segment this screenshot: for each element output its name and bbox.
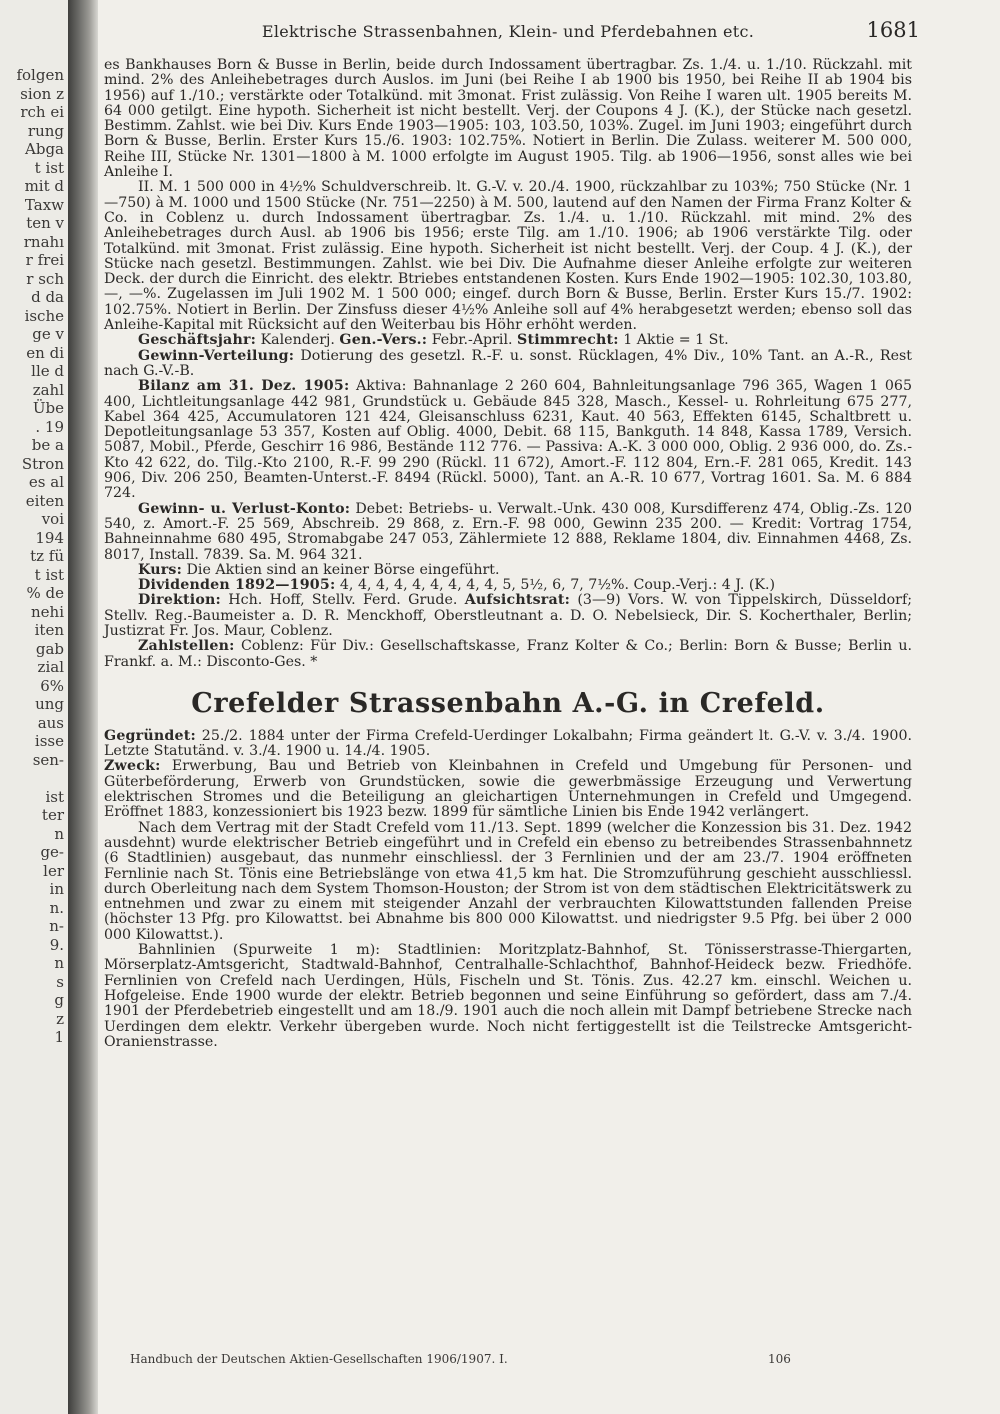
running-head <box>104 18 920 58</box>
adjacent-page-line: in <box>49 880 64 898</box>
adjacent-page-line: lle d <box>31 362 64 380</box>
adjacent-page-line: ler <box>43 861 64 880</box>
paragraph: es Bankhauses Born & Busse in Berlin, beide durch Indossament übertragbar. Zs. 1./4. u. 1./10. Rückzahl. mit mind. 2% des Anleihebetrages durch Auslos. im Juni (bei Reihe I ab 1900 bis 1950, bei Reihe II ab 1904 bis 1956) auf 1./10.; verstärkte oder Totalkünd. mit 3monat. Frist zulässig. Von Reihe I waren ult. 1905 bereits M. 64 000 getilgt. Eine hypoth. Sicherheit ist nicht bestellt. Verj. der Coupons 4 J. (K.), der Stücke nach gesetzl. Bestimm. Zahlst. wie bei Div. Kurs Ende 1903—1905: 103, 103.50, 103%. Zugel. im Juni 1903; eingeführt durch Born & Busse, Berlin. Erster Kurs 15./6. 1903: 102.75%. Notiert in Berlin. Die Zulass. weiterer M. 500 000, Reihe III, Stücke Nr. 1301—1800 à M. 1000 erfolgte im August 1905. Tilg. ab 1906—1956, sonst alles wie bei Anleihe I. <box>104 57 912 181</box>
adjacent-page-line: ten v <box>26 214 64 232</box>
entry-text: Febr.-April. <box>427 332 518 349</box>
adjacent-page-line: g <box>54 991 64 1009</box>
adjacent-page-line: r sch <box>26 269 64 288</box>
adjacent-page-fragment <box>0 0 68 1414</box>
paragraph: Bahnlinien (Spurweite 1 m): Stadtlinien: Moritzplatz-Bahnhof, St. Tönisserstrasse-Thiergarten, Mörserplatz-Amtsgericht, Stadtwald-Bahnhof, Centralhalle-Schlachthof, Bahnhof-Heideck bezw. Friedhöfe. Fernlinien von Crefeld nach Uerdingen, Hüls, Fischeln und St. Tönis. Zus. 42.27 km. einschl. Weichen u. Hofgeleise. Ende 1900 wurde der elektr. Betrieb begonnen und seine Einführung so gefördert, dass am 7./4. 1901 der Pferdebetrieb eingestellt und am 18./9. 1901 auch die noch allein mit Dampf betriebene Strecke nach Uerdingen dem elektr. Verkehr übergeben wurde. Noch nicht fertiggestellt ist die Teilstrecke Amtsgericht-Oranienstrasse. <box>104 942 912 1050</box>
adjacent-page-line: 194 <box>35 528 64 547</box>
adjacent-page-line: rnahı <box>23 232 64 251</box>
paragraph: Nach dem Vertrag mit der Stadt Crefeld vom 11./13. Sept. 1899 (welcher die Konzession bis 31. Dez. 1942 ausdehnt) wurde elektrischer Betrieb eingeführt und in Crefeld ein ebenso zu betreibendes Strassenbahnnetz (6 Stadtlinien) ausgebaut, das nunmehr einschliessl. der 3 Fernlinien und der am 23./7. 1904 eröffneten Fernlinie nach St. Tönis eine Betriebslänge von etwa 41,5 km hat. Die Stromzuführung geschieht ausschliessl. durch Oberleitung nach dem System Thomson-Houston; der Strom ist von dem städtischen Elektricitätswerk zu entnehmen und zwar zu einem mit steigender Anzahl der verbrauchten Kilowattstunden fallenden Preise (höchster 13 Pfg. pro Kilowattst. bei Abnahme bis 800 000 Kilowattst. und niedrigster 9.5 Pfg. bei über 2 000 000 Kilowattst.). <box>104 819 912 943</box>
adjacent-page-line: es al <box>28 473 64 491</box>
adjacent-page-line: Abga <box>25 140 64 158</box>
entry-label: Gegründet: <box>104 727 196 744</box>
entry-text: 4, 4, 4, 4, 4, 4, 4, 4, 4, 5, 5½, 6, 7, 7½%. Coup.-Verj.: 4 J. (K.) <box>335 577 776 594</box>
text-block-bottom <box>104 729 912 1050</box>
adjacent-page-line: be a <box>31 436 64 454</box>
running-head-title: Elektrische Strassenbahnen, Klein- und Pferdebahnen etc. <box>261 22 755 41</box>
adjacent-page-line: isse <box>34 732 64 750</box>
entry <box>104 729 912 760</box>
adjacent-page-line: n- <box>49 917 64 935</box>
adjacent-page-line: % de <box>26 584 64 602</box>
adjacent-page-line: n <box>54 824 64 843</box>
adjacent-page-line: sion z <box>20 84 64 103</box>
entry <box>104 593 912 639</box>
adjacent-page-line: en di <box>26 343 64 362</box>
entry-text: Hch. Hoff, Stellv. Ferd. Grude. <box>220 592 465 609</box>
adjacent-page-line: 6% <box>40 676 64 695</box>
adjacent-page-line: n. <box>49 898 64 917</box>
adjacent-page-line: eiten <box>25 491 64 510</box>
adjacent-page-line: nehi <box>31 602 64 621</box>
adjacent-page-line: gab <box>35 639 64 658</box>
entry-text: (3—9) Vors. W. von Tippelskirch, Düsseldorf; Stellv. Reg.-Baumeister a. D. R. Menckhoff, Oberstleutnant a. D. O. Nebelsieck, Dir. S. Kocherthaler, Berlin; Justizrat Fr. Jos. Maur, Coblenz. <box>104 592 912 639</box>
adjacent-page-line <box>0 769 68 788</box>
entry <box>104 578 912 593</box>
adjacent-page-line: r frei <box>25 251 64 269</box>
entry <box>104 349 912 380</box>
entry-label: Aufsichtsrat: <box>464 592 571 609</box>
adjacent-page-line: ung <box>35 695 64 713</box>
entry <box>104 759 912 820</box>
entry-text: Kalenderj. <box>256 332 340 349</box>
adjacent-page-line: folgen <box>16 66 64 84</box>
entry-label: Dividenden 1892—1905: <box>138 577 336 594</box>
adjacent-page-line: zial <box>37 658 64 676</box>
book-gutter <box>68 0 98 1414</box>
adjacent-page-line: ische <box>24 306 64 325</box>
entry-label: Bilanz am 31. Dez. 1905: <box>138 378 350 395</box>
entry-text: Aktiva: Bahnanlage 2 260 604, Bahnleitungsanlage 796 365, Wagen 1 065 400, Lichtleitungsanlage 442 981, Grundstück u. Gebäude 845 328, Masch., Kessel- u. Rohrleitung 675 277, Kabel 364 425, Accumulatoren 121 424, Gleisanschluss 6231, Kaut. 40 563, Effekten 6145, Schaltbrett u. Depotleitungsanlage 53 357, Kosten auf Oblig. 4000, Debit. 68 115, Bankguth. 14 848, Kassa 1789, Versich. 5087, Mobil., Pferde, Geschirr 16 986, Bestände 112 776. — Passiva: A.-K. 3 000 000, Oblig. 2 936 000, do. Zs.-Kto 42 622, do. Tilg.-Kto 2100, R.-F. 99 290 (Rückl. 11 672), Amort.-F. 112 804, Ern.-F. 281 065, Kredit. 143 906, Div. 206 250, Beamten-Unterst.-F. 8494 (Rückl. 5000), Tant. an A.-R. 10 677, Vortrag 1601. Sa. M. 6 884 724. <box>104 378 912 502</box>
entry-label: Gewinn-Verteilung: <box>138 347 295 364</box>
page-number: 1681 <box>866 18 920 42</box>
entry-label: Gewinn- u. Verlust-Konto: <box>138 500 351 517</box>
adjacent-page-line: Stron <box>21 454 64 473</box>
adjacent-page-line: ge v <box>32 325 64 343</box>
entry-label: Zahlstellen: <box>138 638 235 655</box>
adjacent-page-line: t ist <box>34 565 64 584</box>
page <box>104 18 920 1366</box>
adjacent-page-line: ge- <box>40 843 64 861</box>
adjacent-page-line: tz fü <box>30 547 64 565</box>
adjacent-page-line: n <box>54 954 64 972</box>
entry-label: Geschäftsjahr: <box>138 332 257 349</box>
entry-text: 1 Aktie = 1 St. <box>618 332 729 349</box>
entry-label: Kurs: <box>138 561 183 578</box>
adjacent-page-line: 9. <box>49 935 64 954</box>
adjacent-page-line: rung <box>27 121 64 140</box>
footer-signature: 106 <box>768 1352 791 1366</box>
adjacent-page-line: zahl <box>32 380 64 399</box>
section-title: Crefelder Strassenbahn A.-G. in Crefeld. <box>191 687 825 719</box>
entry-text: Erwerbung, Bau und Betrieb von Kleinbahnen in Crefeld und Umgebung für Personen- und Güterbeförderung, Erwerb von Grundstücken, sowie die gewerbmässige Erzeugung und Verwertung elektrischen Stromes und die Beteiligung an gleichartigen Unternehmungen in Crefeld und Umgegend. Eröffnet 1883, konzessioniert bis 1923 bezw. 1899 für sämtliche Linien bis Ende 1942 verlängert. <box>104 758 912 821</box>
entry <box>104 639 912 670</box>
adjacent-page-line: ist <box>45 787 64 806</box>
adjacent-page-line: 1 <box>54 1028 64 1046</box>
paragraph: II. M. 1 500 000 in 4½% Schuldverschreib. lt. G.-V. v. 20./4. 1900, rückzahlbar zu 103%; 750 Stücke (Nr. 1—750) à M. 1000 und 1500 Stücke (Nr. 751—2250) à M. 500, lautend auf den Namen der Firma Franz Kolter & Co. in Coblenz u. durch Indossament übertragbar. Zs. 1./4. u. 1./10. Rückzahl. mit mind. 2% des Anleihebetrages durch Ausl. ab 1906 bis 1956; erste Tilg. am 1./10. 1906; ab 1906 verstärkte Tilg. oder Totalkünd. mit 3monat. Frist zulässig. Eine hypoth. Sicherheit ist nicht bestellt. Verj. der Coup. 4 J. (K.), der Stücke nach gesetzl. Bestimmungen. Zahlst. wie bei Div. Die Aufnahme dieser Anleihe erfolgte zur weiteren Deck. der durch die Einricht. des elektr. Btriebes entstandenen Kosten. Kurs Ende 1902—1905: 102.30, 103.80, —, —%. Zugelassen im Juli 1902 M. 1 500 000; eingef. durch Born & Busse, Berlin. Erster Kurs 15./7. 1902: 102.75%. Notiert in Berlin. Der Zinsfuss dieser 4½% Anleihe soll auf 4% herabgesetzt werden; ebenso soll das Anleihe-Kapital mit Rücksicht auf den Weiterbau bis Höhr erhöht werden. <box>104 179 912 334</box>
entry-text: Dotierung des gesetzl. R.-F. u. sonst. Rücklagen, 4% Div., 10% Tant. an A.-R., Rest nach G.-V.-B. <box>104 347 912 379</box>
adjacent-page-line: rch ei <box>20 103 64 121</box>
adjacent-page-line: iten <box>34 621 64 639</box>
entry-label: Gen.-Vers.: <box>339 332 428 349</box>
entry <box>104 502 912 563</box>
text-block-top <box>104 58 912 670</box>
entry-text: 25./2. 1884 unter der Firma Crefeld-Uerdinger Lokalbahn; Firma geändert lt. G.-V. v. 3./4. 1900. Letzte Statutänd. v. 3./4. 1900 u. 14./4. 1905. <box>104 727 912 760</box>
entry <box>104 563 912 578</box>
adjacent-page-line: ter <box>41 806 64 824</box>
adjacent-page-line: d da <box>31 288 64 306</box>
adjacent-page-line: aus <box>37 713 64 732</box>
entry-text: Coblenz: Für Div.: Gesellschaftskasse, Franz Kolter & Co.; Berlin: Born & Busse; Berlin u. Frankf. a. M.: Disconto-Ges. * <box>104 638 912 670</box>
footer-source: Handbuch der Deutschen Aktien-Gesellschaften 1906/1907. I. <box>130 1352 508 1366</box>
entry-label: Zweck: <box>104 758 161 775</box>
entry-label: Direktion: <box>138 592 221 609</box>
adjacent-page-line: t ist <box>34 158 64 177</box>
adjacent-page-line: s <box>56 972 64 991</box>
entry <box>104 379 912 501</box>
entry-label: Stimmrecht: <box>517 332 619 349</box>
entry-text: Debet: Betriebs- u. Verwalt.-Unk. 430 008, Kursdifferenz 474, Oblig.-Zs. 120 540, z. Amort.-F. 25 569, Abschreib. 29 868, z. Ern.-F. 98 000, Gewinn 235 200. — Kredit: Vortrag 1754, Bahneinnahme 680 495, Stromabgabe 247 053, Zählermiete 12 888, Reklame 1804, div. Einnahmen 4468, Zs. 8017, Install. 7839. Sa. M. 964 321. <box>104 500 912 563</box>
adjacent-page-line: Übe <box>32 399 64 417</box>
adjacent-page-line: z <box>56 1009 64 1028</box>
entry-text: Die Aktien sind an keiner Börse eingeführt. <box>182 561 500 578</box>
adjacent-page-line: mit d <box>24 177 64 195</box>
adjacent-page-line: voi <box>41 510 64 528</box>
adjacent-page-line: . 19 <box>35 417 64 436</box>
entry-line <box>104 333 912 348</box>
adjacent-page-line: sen- <box>32 750 64 769</box>
adjacent-page-line: Taxw <box>24 195 64 214</box>
